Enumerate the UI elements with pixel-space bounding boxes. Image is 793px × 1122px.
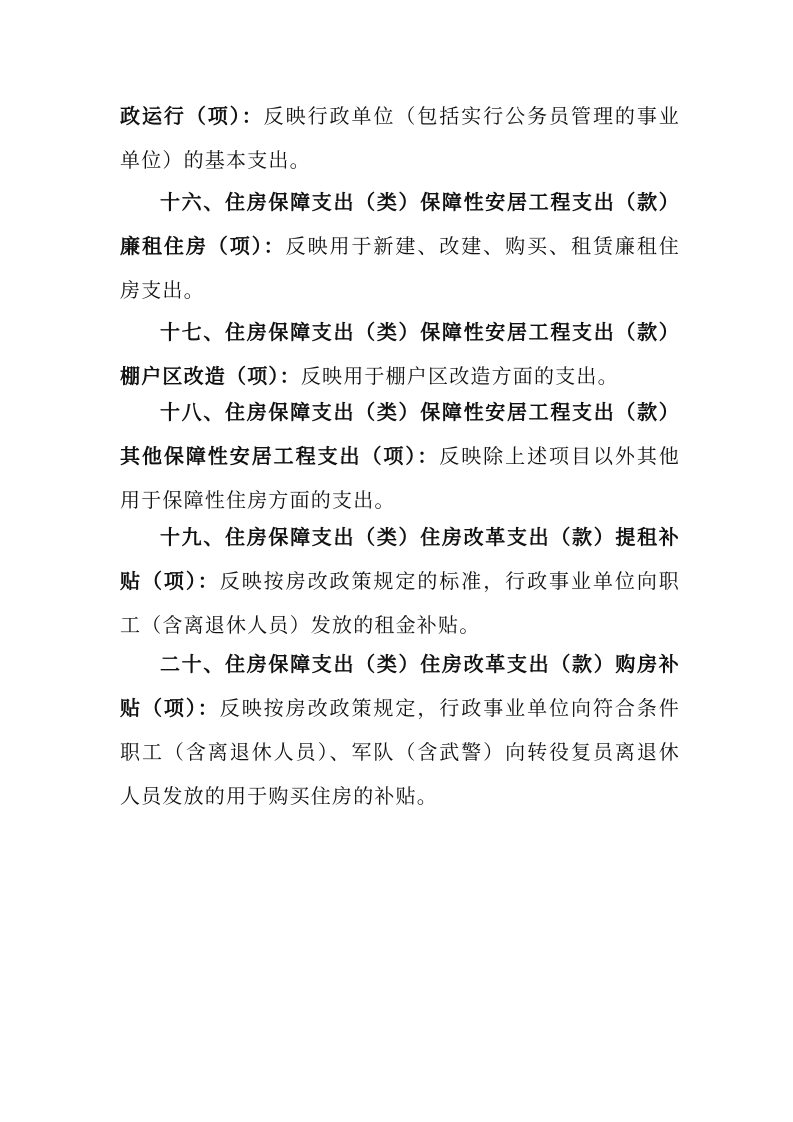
paragraph-body: 反映按房改政策规定，行政事业单位向符合条件职工（含离退休人员）、军队（含武警）向转役复员离退休人员发放的用于购买住房的补贴。 — [120, 696, 681, 808]
paragraph-heading: 十九、住房保障支出（类）住房改革支出（款）提租补贴（项）： — [120, 525, 680, 593]
paragraph-administrative-operation — [120, 94, 680, 182]
paragraph-heading: 十八、住房保障支出（类）保障性安居工程支出（款）其他保障性安居工程支出（项）： — [120, 400, 680, 468]
paragraph-heading: 二十、住房保障支出（类）住房改革支出（款）购房补贴（项）： — [120, 652, 680, 720]
paragraph-heading: 十六、住房保障支出（类）保障性安居工程支出（款）廉租住房（项）： — [120, 190, 680, 258]
paragraph-heading: 十七、住房保障支出（类）保障性安居工程支出（款）棚户区改造（项）： — [120, 320, 680, 388]
paragraph-item-18 — [120, 390, 680, 522]
paragraph-item-17 — [120, 310, 680, 398]
paragraph-body: 反映用于新建、改建、购买、租赁廉租住房支出。 — [120, 234, 680, 302]
paragraph-heading: 政运行（项）： — [120, 104, 264, 128]
paragraph-body: 反映按房改政策规定的标准，行政事业单位向职工（含离退休人员）发放的租金补贴。 — [120, 569, 681, 637]
paragraph-body: 反映除上述项目以外其他用于保障性住房方面的支出。 — [120, 444, 680, 512]
paragraph-item-16 — [120, 180, 680, 312]
paragraph-item-20 — [120, 642, 680, 818]
paragraph-body: 反映行政单位（包括实行公务员管理的事业单位）的基本支出。 — [120, 104, 680, 172]
paragraph-body: 反映用于棚户区改造方面的支出。 — [300, 364, 619, 388]
paragraph-item-19 — [120, 515, 680, 647]
